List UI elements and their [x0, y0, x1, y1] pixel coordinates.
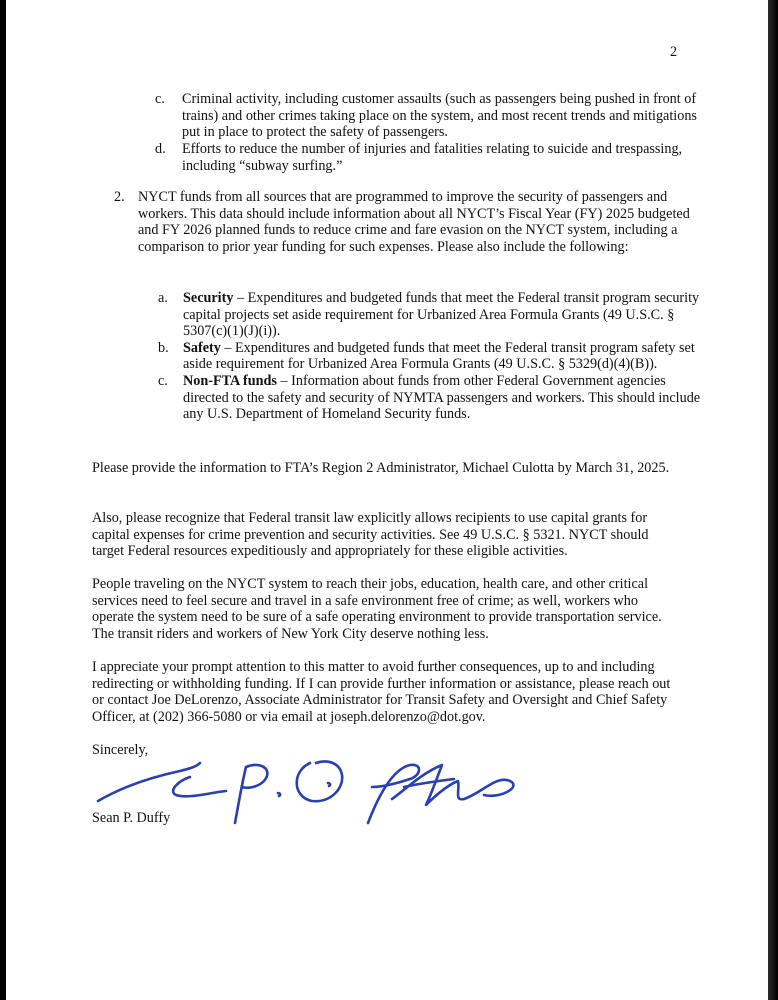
paragraph-closing: I appreciate your prompt attention to this matter to avoid further consequences, up to and including redirecting or withholding funding. If I can provide further information or assistance, please reach out or contact Joe DeLorenzo, Associate Administrator for Transit Safety and Oversight and Chief Safety Officer, at (202) 366-5080 or via email at joseph.delorenzo@dot.gov. — [92, 659, 671, 725]
paragraph-capital-grants: Also, please recognize that Federal transit law explicitly allows recipients to use capital grants for capital expenses for crime prevention and security activities. See 49 U.S.C. § 5321. NYCT should target Federal resources expeditiously and appropriately for these eligible activities. — [92, 510, 649, 560]
scan-edge-left — [0, 0, 6, 1000]
list-item-d — [155, 141, 700, 174]
sublist-term: Safety — [183, 339, 221, 356]
sublist-term: Security — [183, 290, 234, 306]
list-marker: c. — [158, 372, 168, 389]
list-item-text: Efforts to reduce the number of injuries and fatalities relating to suicide and trespassing, including “subway surfing.” — [182, 141, 683, 174]
sublist-term: Non-FTA funds — [183, 372, 277, 389]
list-marker: d. — [155, 141, 166, 157]
list-marker: 2. — [114, 189, 125, 205]
signature-name: Sean P. Duffy — [92, 810, 171, 826]
paragraph-riders: People traveling on the NYCT system to reach their jobs, education, health care, and other critical services need to feel secure and travel in a safe environment free of crime; as well, workers who operate the system need to be sure of a safe operating environment to provide transportation service. The transit riders and workers of New York City deserve nothing less. — [92, 576, 662, 642]
list-item-c — [155, 91, 700, 141]
list-marker: a. — [158, 290, 168, 306]
sublist-item-non-fta — [158, 373, 703, 423]
list-marker: b. — [158, 339, 169, 356]
list-marker: c. — [155, 91, 165, 107]
page-number: 2 — [670, 44, 678, 60]
sublist-text: – Expenditures and budgeted funds that meet the Federal transit program security capital projects set aside requirement for Urbanized Area Formula Grants (49 U.S.C. § 5307(c)(1)(J)(i)). — [183, 290, 700, 340]
scan-edge-right — [768, 0, 778, 1000]
closing-salutation: Sincerely, — [92, 742, 149, 758]
numbered-item-2 — [114, 189, 704, 255]
sublist — [158, 290, 703, 423]
numbered-item-text: NYCT funds from all sources that are programmed to improve the security of passengers and workers. This data should include information about all NYCT’s Fiscal Year (FY) 2025 budgeted and FY 2026 planned funds to reduce crime and fare evasion on the NYCT system, including a comparison to prior year funding for such expenses. Please also include the following: — [138, 189, 690, 255]
paragraph-deadline: Please provide the information to FTA’s Region 2 Administrator, Michael Culotta by March 31, 2025. — [92, 460, 670, 476]
sublist-item-safety — [158, 340, 703, 373]
sublist-text: – Expenditures and budgeted funds that meet the Federal transit program safety set aside requirement for Urbanized Area Formula Grants (49 U.S.C. § 5329(d)(4)(B)). — [183, 339, 695, 373]
sublist-text: – Information about funds from other Federal Government agencies directed to the safety and security of NYMTA passengers and workers. This should include any U.S. Department of Homeland Security funds. — [183, 372, 701, 423]
sublist-item-security — [158, 290, 703, 340]
list-item-text: Criminal activity, including customer assaults (such as passengers being pushed in front of trains) and other crimes taking place on the system, and most recent trends and mitigations put in place to protect the safety of passengers. — [182, 91, 697, 141]
